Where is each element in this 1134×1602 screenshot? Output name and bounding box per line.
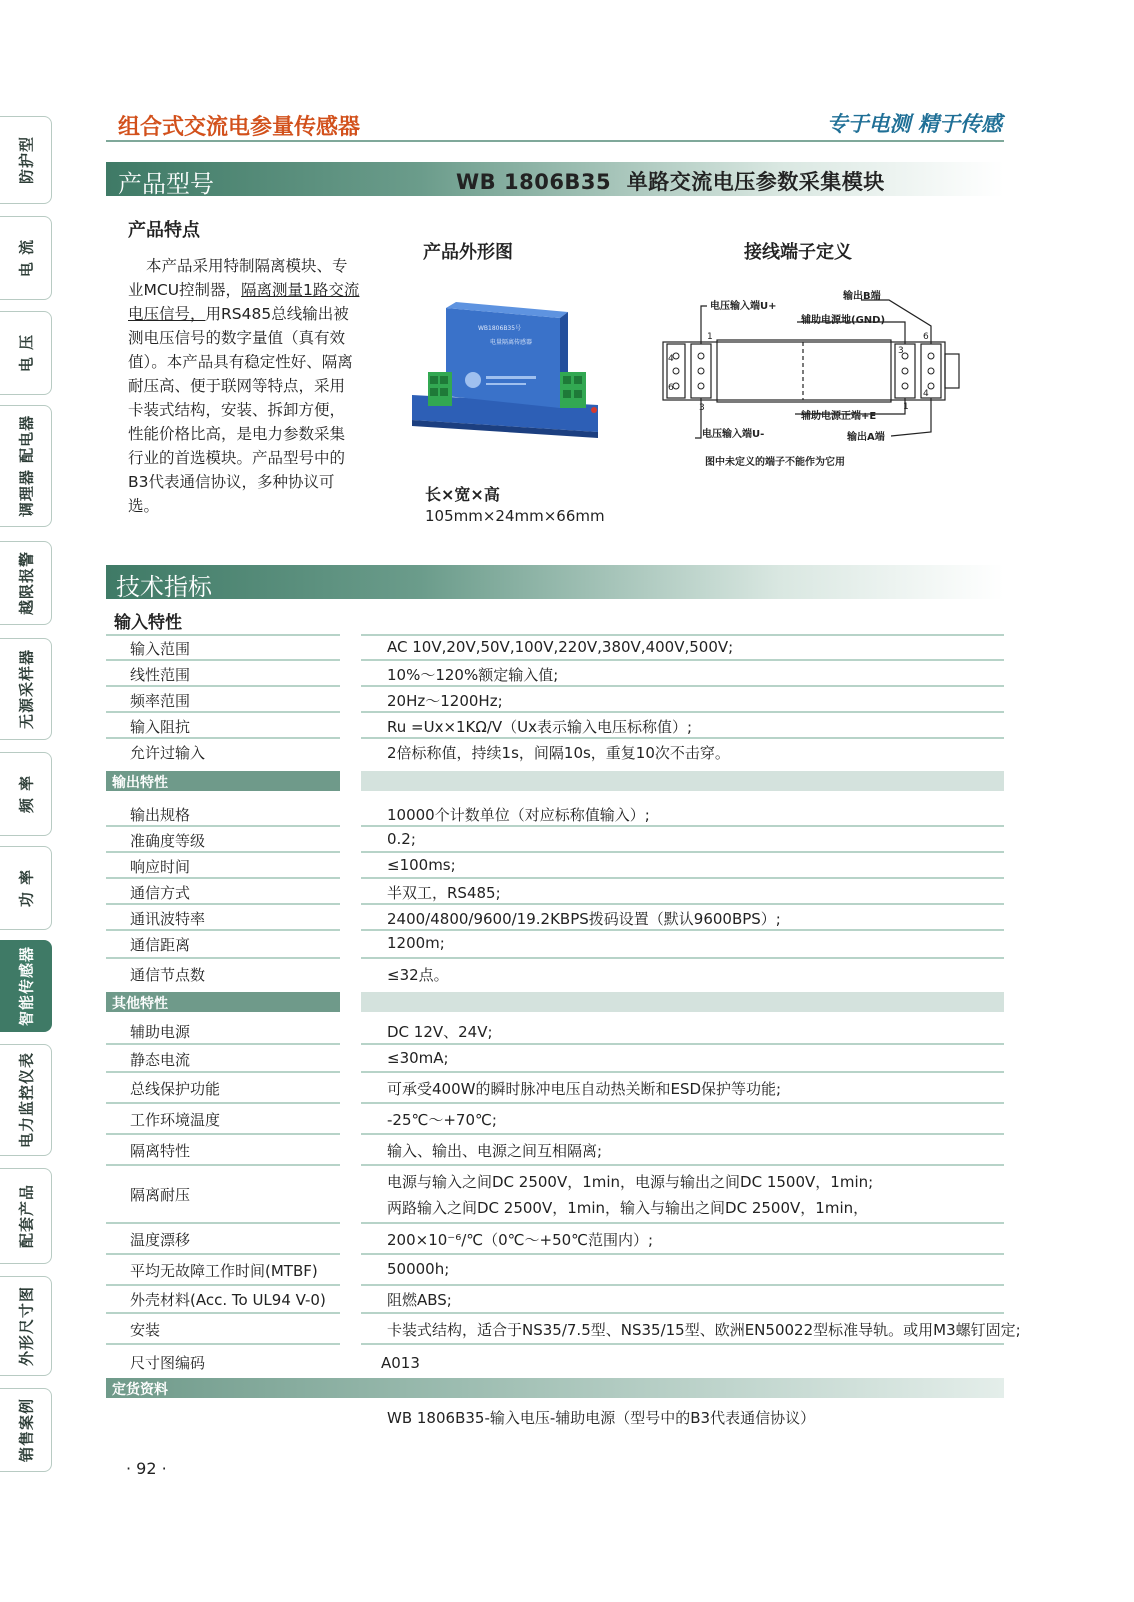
page-number: · 92 · (126, 1459, 167, 1478)
spec-value: 1200m; (387, 934, 445, 952)
table-row (106, 1165, 1004, 1223)
table-row (106, 878, 1004, 904)
table-row (106, 958, 1004, 988)
table-row (106, 826, 1004, 852)
spec-value: AC 10V,20V,50V,100V,220V,380V,400V,500V; (387, 638, 734, 656)
tech-band-label: 技术指标 (116, 573, 212, 601)
label-output-b: 输出B端 (843, 291, 881, 302)
spec-label: 通讯波特率 (130, 910, 206, 928)
table-row (106, 738, 1004, 766)
wiring-title: 接线端子定义 (744, 242, 852, 263)
spec-value: DC 12V、24V; (387, 1023, 493, 1041)
side-tab-label: 功 率 (17, 868, 35, 908)
features-title: 产品特点 (128, 220, 200, 241)
table-row (106, 634, 1004, 660)
spec-value: ≤30mA; (387, 1049, 449, 1067)
table-row (106, 800, 1004, 826)
spec-value: Ru =Ux×1KΩ/V（Ux表示输入电压标称值）; (387, 718, 693, 736)
side-tab-label: 电 压 (17, 333, 35, 373)
section-header-other (106, 992, 1004, 1012)
spec-label: 响应时间 (130, 858, 191, 876)
label-u-plus: 电压输入端U+ (710, 301, 777, 312)
label-output-a: 输出A端 (847, 432, 885, 443)
spec-value: 半双工，RS485; (387, 884, 501, 902)
side-tab-current[interactable] (0, 216, 52, 300)
spec-value: 可承受400W的瞬时脉冲电压自动热关断和ESD保护等功能; (387, 1080, 782, 1098)
table-row (106, 1103, 1004, 1134)
section-header-output (106, 771, 1004, 791)
spec-label: 频率范围 (130, 692, 191, 710)
order-value: WB 1806B35-输入电压-辅助电源（型号中的B3代表通信协议） (387, 1409, 816, 1427)
spec-label: 输出规格 (130, 806, 191, 824)
table-row (106, 930, 1004, 958)
spec-label: 通信距离 (130, 936, 191, 954)
spec-label: 通信方式 (130, 884, 191, 902)
features-text-underlined: 隔离测量1路交流电压信号， (128, 281, 360, 323)
side-tab-label: 无源采样器 (17, 648, 35, 730)
table-row (106, 1223, 1004, 1254)
features-text-part2: 用RS485总线输出被测电压信号的数字量值（真有效值）。本产品具有稳定性好、隔离耐压高、便于联网等特点，采用卡装式结构，安装、拆卸方便，性能价格比高，是电力参数采集行业的首选模块。产品型号中的B3代表通信协议，多种协议可选。 (128, 305, 353, 515)
side-tab-protection[interactable] (0, 116, 52, 204)
spec-value: 2倍标称值，持续1s，间隔10s，重复10次不击穿。 (387, 744, 730, 762)
order-title: 定货资料 (112, 1382, 168, 1398)
spec-value: 200×10⁻⁶/℃（0℃～+50℃范围内）; (387, 1231, 654, 1249)
pin-number: 4 (668, 354, 674, 364)
spec-label: 隔离耐压 (130, 1186, 191, 1204)
label-gnd: 辅助电源地(GND) (801, 315, 886, 326)
side-tab-voltage[interactable] (0, 311, 52, 395)
appearance-title: 产品外形图 (423, 242, 513, 263)
model-number (456, 166, 885, 196)
pin-number: 3 (898, 346, 904, 356)
table-row (106, 1072, 1004, 1103)
features-text-part1: 本产品采用特制隔离模块、专业MCU控制器， (128, 257, 348, 299)
spec-value: 10000个计数单位（对应标称值输入）; (387, 806, 650, 824)
table-row (106, 660, 1004, 686)
photo-label-line1: WB1806B35号 (478, 325, 522, 332)
spec-label: 安装 (130, 1321, 161, 1339)
label-u-minus: 电压输入端U- (702, 429, 765, 440)
pin-number: 6 (923, 332, 929, 342)
spec-label: 静态电流 (130, 1051, 191, 1069)
side-tab-power[interactable] (0, 846, 52, 930)
side-tab-passive-sampler[interactable] (0, 638, 52, 740)
spec-value: 0.2; (387, 830, 416, 848)
order-info-bar (106, 1378, 1004, 1398)
other-title: 其他特性 (112, 996, 168, 1012)
table-row (106, 1344, 1004, 1376)
side-tab-label: 频 率 (17, 774, 35, 814)
spec-label: 辅助电源 (130, 1023, 191, 1041)
spec-value: -25℃～+70℃; (387, 1111, 497, 1129)
label-aux-positive: 辅助电源正端+E (801, 411, 877, 422)
table-row (106, 1044, 1004, 1072)
dims-label: 长×宽×高 (425, 485, 500, 504)
wiring-diagram (655, 282, 975, 472)
model-code: WB 1806B35 (456, 170, 612, 194)
model-name: 单路交流电压参数采集模块 (626, 170, 885, 194)
spec-label: 输入范围 (130, 640, 191, 658)
table-row (106, 1254, 1004, 1285)
table-row (106, 904, 1004, 930)
dims-value: 105mm×24mm×66mm (425, 507, 605, 525)
table-row (106, 1016, 1004, 1044)
spec-label: 线性范围 (130, 666, 191, 684)
spec-label: 平均无故障工作时间(MTBF) (130, 1262, 318, 1280)
table-row (106, 1313, 1021, 1344)
spec-label: 隔离特性 (130, 1142, 191, 1160)
table-row (106, 1285, 1004, 1313)
side-tab-label: 电 流 (17, 238, 35, 278)
table-row (106, 852, 1004, 878)
spec-label: 外壳材料(Acc. To UL94 V-0) (130, 1291, 326, 1309)
spec-value: A013 (381, 1354, 420, 1372)
side-tab-label: 外形尺寸图 (17, 1285, 35, 1367)
header-divider (106, 140, 1004, 142)
side-tab-label: 电力监控仪表 (17, 1051, 35, 1149)
spec-value: 20Hz～1200Hz; (387, 692, 503, 710)
side-tab-sales-cases[interactable] (0, 1388, 52, 1472)
pin-number: 3 (699, 403, 705, 413)
wiring-note: 图中未定义的端子不能作为它用 (705, 457, 845, 468)
slogan: 专于电测 精于传感 (826, 112, 1002, 136)
spec-value: 10%～120%额定输入值; (387, 666, 559, 684)
side-tab-label: 越限报警 (17, 550, 35, 616)
side-tab-alarm[interactable] (0, 541, 52, 625)
product-photo (408, 300, 608, 440)
side-tab-dimensions[interactable] (0, 1276, 52, 1376)
side-tab-accessories[interactable] (0, 1168, 52, 1264)
side-tab-conditioner[interactable] (0, 405, 52, 527)
table-row (106, 712, 1004, 738)
pin-number: 1 (707, 332, 713, 342)
side-tab-label: 配套产品 (17, 1183, 35, 1249)
pin-number: 6 (668, 383, 674, 393)
side-tab-label: 防护型 (17, 135, 35, 185)
spec-value: 阻燃ABS; (387, 1291, 452, 1309)
side-tab-monitoring-meter[interactable] (0, 1044, 52, 1156)
spec-label: 尺寸图编码 (130, 1354, 206, 1372)
features-text (128, 254, 360, 518)
pin-number: 1 (903, 402, 909, 412)
photo-label-line2: 电量隔离传感器 (490, 339, 533, 346)
spec-value: 卡装式结构，适合于NS35/7.5型、NS35/15型、欧洲EN50022型标准导轨。或用M3螺钉固定; (387, 1321, 1021, 1339)
spec-value: ≤32点。 (387, 966, 449, 984)
pin-number: 4 (923, 389, 929, 399)
tech-band (106, 565, 1004, 599)
spec-value: 输入、输出、电源之间互相隔离; (387, 1142, 603, 1160)
input-title: 输入特性 (114, 613, 182, 633)
spec-value: ≤100ms; (387, 856, 456, 874)
spec-label: 工作环境温度 (130, 1111, 221, 1129)
spec-value: 50000h; (387, 1260, 450, 1278)
catalog-title: 组合式交流电参量传感器 (118, 115, 361, 140)
spec-label: 通信节点数 (130, 966, 206, 984)
spec-value: 电源与输入之间DC 2500V，1min，电源与输出之间DC 1500V，1min; (387, 1173, 874, 1191)
side-tab-label: 调理器 配电器 (17, 414, 35, 518)
side-tab-label: 智能传感器 (17, 945, 35, 1027)
model-band-label: 产品型号 (118, 170, 214, 198)
spec-label: 准确度等级 (130, 832, 206, 850)
output-title: 输出特性 (112, 775, 168, 791)
side-tab-label: 销售案例 (17, 1397, 35, 1463)
spec-value: 两路输入之间DC 2500V，1min，输入与输出之间DC 2500V，1min， (387, 1199, 869, 1217)
spec-label: 允许过输入 (130, 744, 206, 762)
spec-label: 输入阻抗 (130, 718, 191, 736)
spec-label: 总线保护功能 (130, 1080, 221, 1098)
side-tab-frequency[interactable] (0, 752, 52, 836)
table-row (106, 686, 1004, 712)
spec-value: 2400/4800/9600/19.2KBPS拨码设置（默认9600BPS）; (387, 910, 781, 928)
table-row (106, 1134, 1004, 1165)
spec-label: 温度漂移 (130, 1231, 191, 1249)
side-tab-smart-sensor[interactable] (0, 940, 52, 1032)
